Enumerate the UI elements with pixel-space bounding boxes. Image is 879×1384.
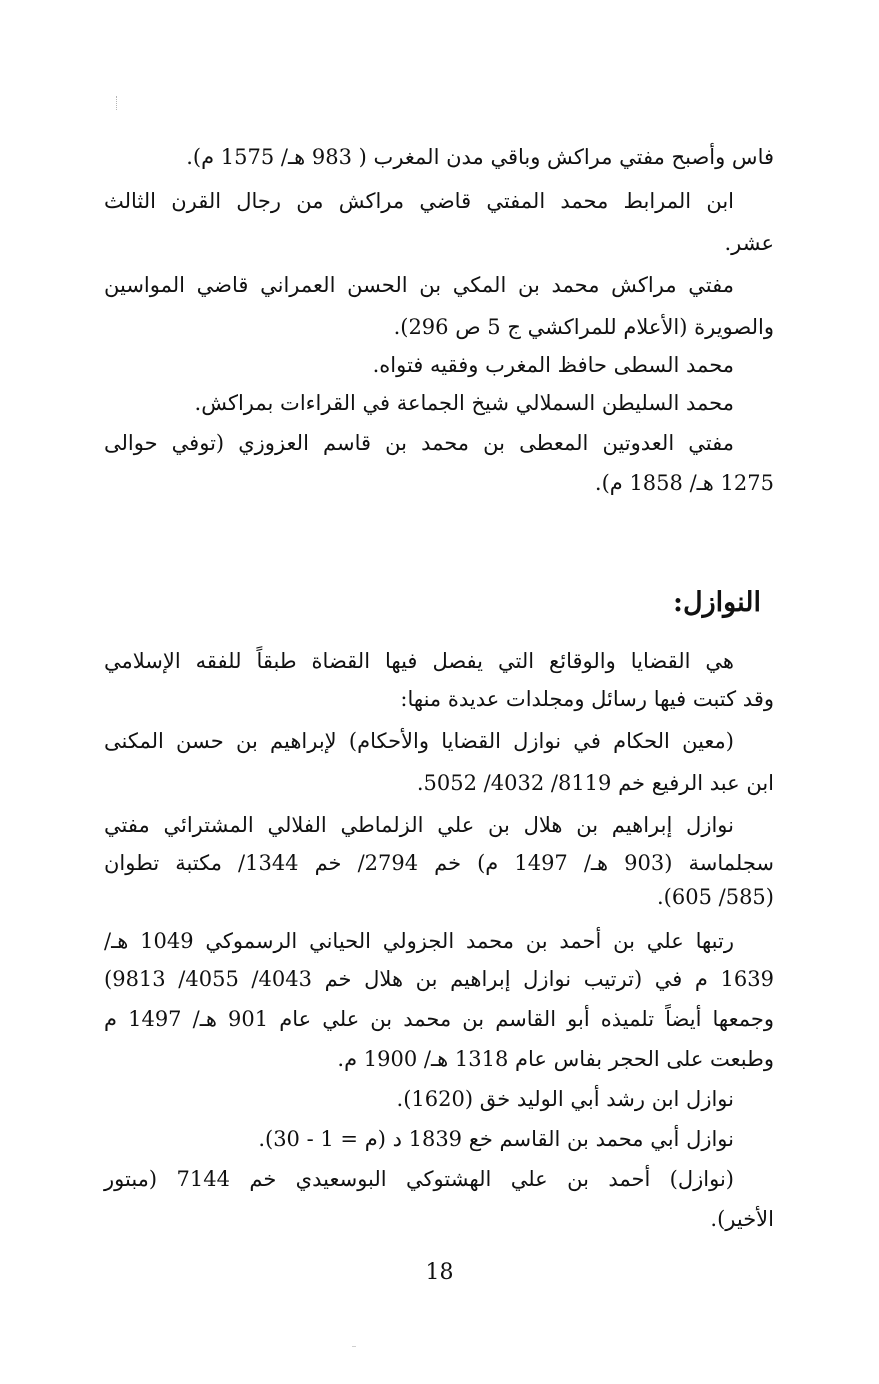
scan-speck (116, 96, 120, 110)
text-line: عشر. (724, 231, 774, 255)
text-line: (585/ 605). (656, 885, 774, 909)
text-line: الأخير). (710, 1207, 774, 1231)
text-line: سجلماسة (903 هـ/ 1497 م) خم 2794/ خم 1344/ مكتبة تطوان (104, 851, 774, 875)
text-line: نوازل أبي محمد بن القاسم خع 1839 د (م = 1 - 30). (258, 1127, 734, 1151)
text-line: فاس وأصبح مفتي مراكش وباقي مدن المغرب ( 983 هـ/ 1575 م). (186, 145, 774, 169)
text-line: مفتي العدوتين المعطى بن محمد بن قاسم العزوزي (توفي حوالى (104, 431, 734, 455)
text-line: نوازل إبراهيم بن هلال بن علي الزلماطي الفلالي المشترائي مفتي (104, 813, 734, 837)
text-line: مفتي مراكش محمد بن المكي بن الحسن العمراني قاضي المواسين (104, 273, 734, 297)
text-line: وجمعها أيضاً تلميذه أبو القاسم بن محمد بن علي عام 901 هـ/ 1497 م (104, 1007, 774, 1031)
page-number: 18 (425, 1260, 454, 1285)
text-line: ابن عبد الرفيع خم 8119/ 4032/ 5052. (416, 771, 774, 795)
text-line: رتبها علي بن أحمد بن محمد الجزولي الحياني الرسموكي 1049 هـ/ (104, 929, 734, 953)
text-line: (معين الحكام في نوازل القضايا والأحكام) لإبراهيم بن حسن المكنى (104, 729, 734, 753)
section-heading: النوازل: (673, 587, 761, 618)
scan-speck (352, 1346, 356, 1347)
text-line: وطبعت على الحجر بفاس عام 1318 هـ/ 1900 م. (337, 1047, 774, 1071)
text-line: (نوازل) أحمد بن علي الهشتوكي البوسعيدي خم 7144 (مبتور (104, 1167, 734, 1191)
text-line: 1275 هـ/ 1858 م). (594, 471, 774, 495)
text-line: محمد السطى حافظ المغرب وفقيه فتواه. (372, 353, 734, 377)
text-line: ابن المرابط محمد المفتي قاضي مراكش من رجال القرن الثالث (104, 189, 734, 213)
text-line: وقد كتبت فيها رسائل ومجلدات عديدة منها: (400, 687, 774, 711)
text-line: نوازل ابن رشد أبي الوليد خق (1620). (396, 1087, 734, 1111)
text-line: 1639 م في (ترتيب نوازل إبراهيم بن هلال خم 4043/ 4055/ 9813) (104, 967, 774, 991)
text-line: محمد السليطن السملالي شيخ الجماعة في القراءات بمراكش. (194, 391, 734, 415)
text-line: هي القضايا والوقائع التي يفصل فيها القضاة طبقاً للفقه الإسلامي (104, 649, 734, 673)
text-line: والصويرة (الأعلام للمراكشي ج 5 ص 296). (393, 315, 774, 339)
